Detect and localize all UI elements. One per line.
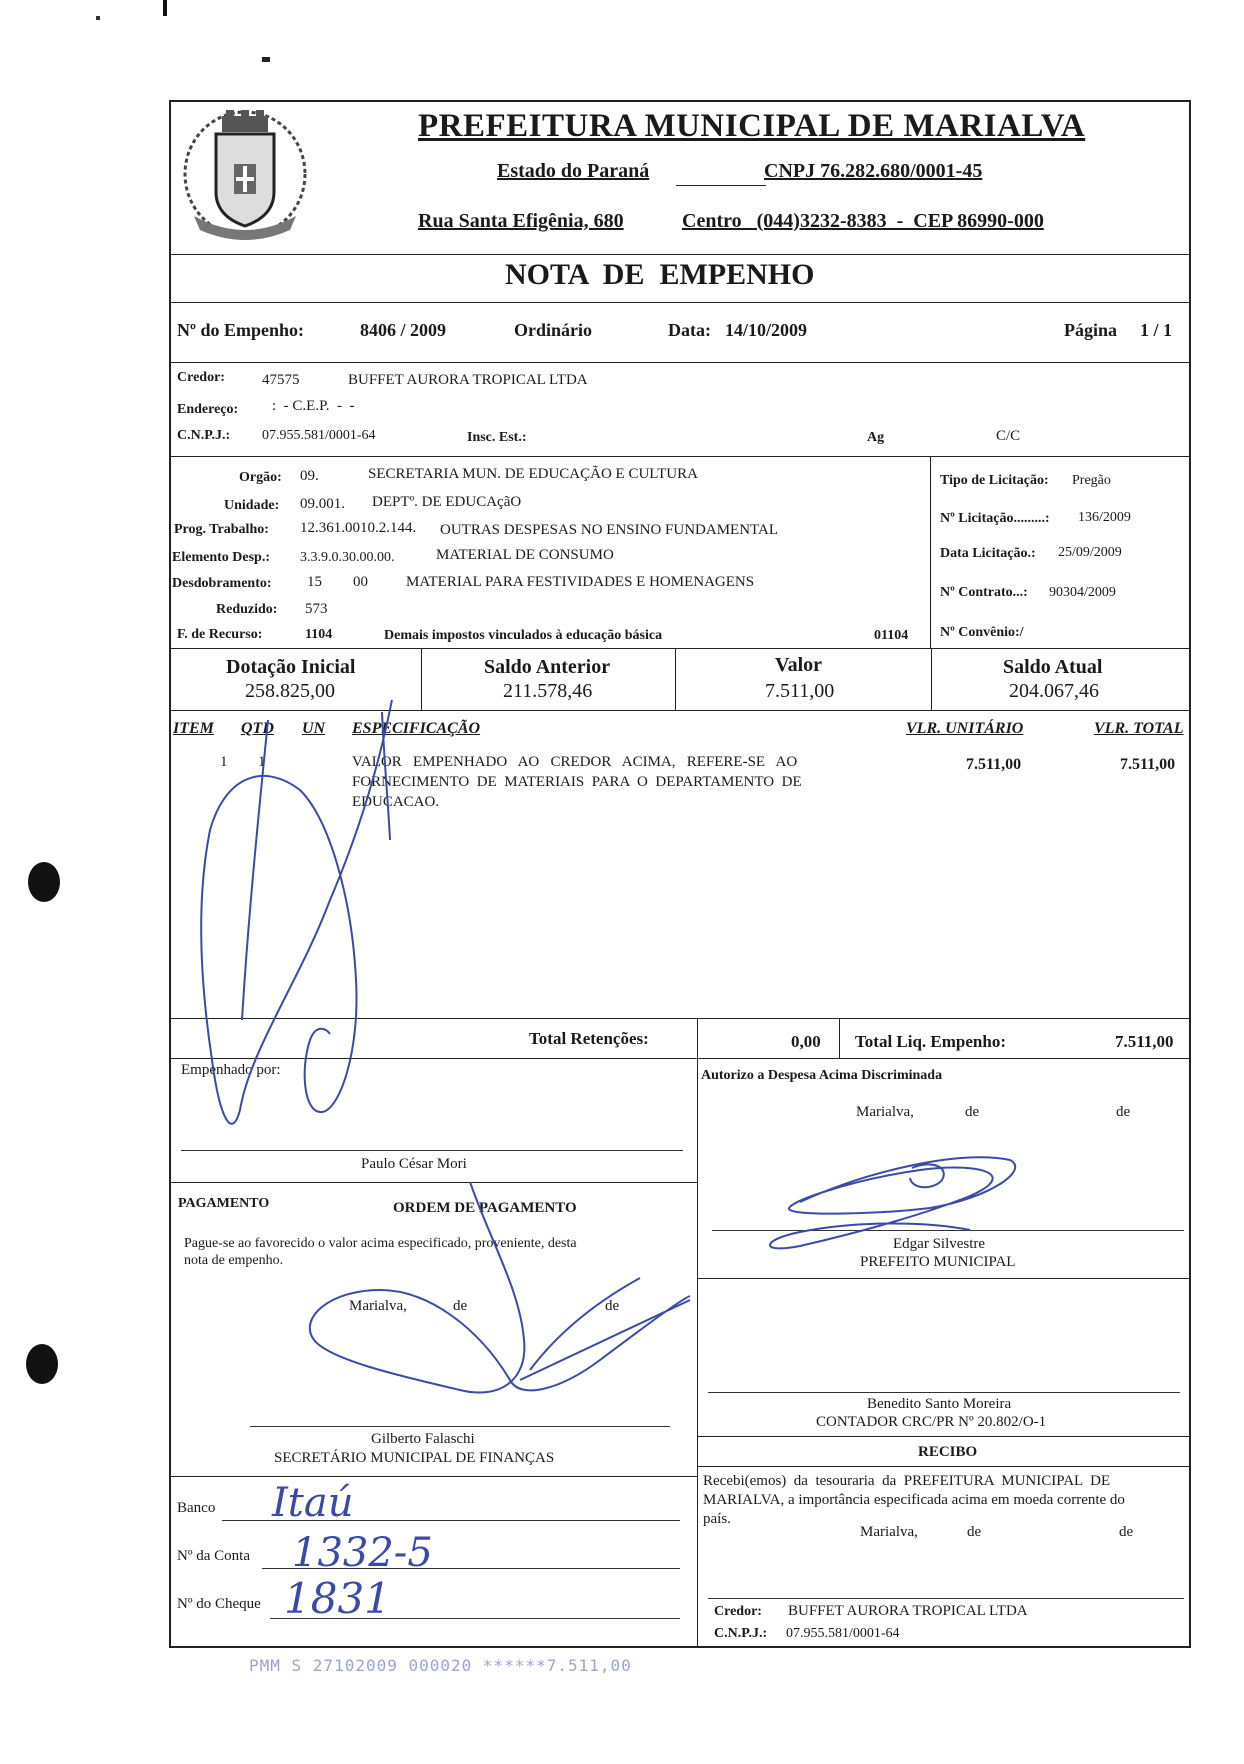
- contrato-label: Nº Contrato...:: [940, 585, 1028, 600]
- recibo-de1: de: [967, 1524, 982, 1540]
- unidade-label: Unidade:: [224, 498, 280, 513]
- divider: [169, 1018, 1191, 1019]
- divider: [169, 362, 1191, 363]
- retencoes-label: Total Retenções:: [529, 1029, 649, 1048]
- divider-vertical: [930, 456, 931, 648]
- dotacao-label: Dotação Inicial: [226, 656, 356, 678]
- autorizacao-de1: de: [965, 1104, 980, 1120]
- prefeito-cargo: PREFEITO MUNICIPAL: [860, 1254, 1016, 1270]
- scan-mark: [163, 0, 167, 16]
- orgao-code: 09.: [300, 468, 319, 484]
- item-espec-line1: VALOR EMPENHADO AO CREDOR ACIMA, REFERE-SE AO: [352, 754, 798, 770]
- dotacao-value: 258.825,00: [245, 680, 335, 702]
- scan-mark: [262, 57, 270, 62]
- coat-of-arms-seal: [174, 104, 316, 246]
- header-cnpj: CNPJ 76.282.680/0001-45: [764, 160, 983, 182]
- autorizacao-cidade: Marialva,: [856, 1104, 914, 1120]
- page-label: Página: [1064, 320, 1118, 340]
- saldo-anterior-label: Saldo Anterior: [484, 656, 611, 678]
- divider: [169, 648, 1191, 649]
- empenhado-label: Empenhado por:: [181, 1062, 281, 1078]
- payment-stamp: PMM S 27102009 000020 ******7.511,00: [249, 1656, 632, 1675]
- licitacao-num-label: Nº Licitação.........:: [940, 511, 1050, 526]
- header-underline: [676, 185, 766, 186]
- banco-label: Banco: [177, 1500, 216, 1516]
- divider-vertical: [421, 648, 422, 710]
- recibo-cidade: Marialva,: [860, 1524, 918, 1540]
- col-item: ITEM: [173, 720, 214, 737]
- banco-handwritten: Itaú: [272, 1480, 354, 1526]
- recibo-credor-label: Credor:: [714, 1604, 762, 1619]
- contrato-value: 90304/2009: [1049, 585, 1116, 600]
- desdobramento-name: MATERIAL PARA FESTIVIDADES E HOMENAGENS: [406, 574, 755, 590]
- valor-label: Valor: [775, 654, 823, 676]
- saldo-anterior-value: 211.578,46: [503, 680, 593, 702]
- pagamento-de1: de: [453, 1298, 468, 1314]
- credor-label: Credor:: [177, 370, 225, 385]
- endereco-value: : - C.E.P. - -: [272, 398, 355, 414]
- col-especificacao: ESPECIFICAÇÃO: [352, 720, 481, 737]
- divider-vertical: [839, 1018, 840, 1058]
- reduzido-label: Reduzido:: [216, 602, 278, 617]
- item-qtd: 1: [258, 754, 266, 770]
- item-number: 1: [220, 754, 228, 770]
- empenho-date-label: Data:: [668, 320, 711, 340]
- pagamento-de2: de: [605, 1298, 620, 1314]
- divider-vertical: [675, 648, 676, 710]
- divider: [169, 302, 1191, 303]
- empenho-number: 8406 / 2009: [360, 320, 447, 340]
- conta-handwritten: 1332-5: [292, 1530, 433, 1576]
- signature-line: [181, 1150, 683, 1151]
- ag-label: Ag: [867, 430, 885, 445]
- unidade-name: DEPTº. DE EDUCAçãO: [372, 494, 522, 510]
- empenho-date: 14/10/2009: [725, 320, 808, 340]
- col-un: UN: [302, 720, 326, 737]
- item-vlr-unitario: 7.511,00: [966, 756, 1022, 773]
- item-espec-line2: FORNECIMENTO DE MATERIAIS PARA O DEPARTAMENTO DE: [352, 774, 802, 790]
- recibo-texto-line3: país.: [703, 1511, 731, 1527]
- col-vlr-total: VLR. TOTAL: [1094, 720, 1184, 737]
- reduzido-value: 573: [305, 601, 328, 617]
- ordem-pagamento-label: ORDEM DE PAGAMENTO: [393, 1200, 577, 1216]
- signature-line: [250, 1426, 670, 1427]
- header-title: PREFEITURA MUNICIPAL DE MARIALVA: [418, 108, 1086, 144]
- credor-name: BUFFET AURORA TROPICAL LTDA: [348, 372, 588, 388]
- punch-hole-bottom: [26, 1344, 58, 1384]
- orgao-name: SECRETARIA MUN. DE EDUCAÇÃO E CULTURA: [368, 466, 698, 482]
- recibo-de2: de: [1119, 1524, 1134, 1540]
- contador-crc: CONTADOR CRC/PR Nº 20.802/O-1: [816, 1414, 1047, 1430]
- cheque-label: Nº do Cheque: [177, 1596, 261, 1612]
- divider: [169, 1182, 697, 1183]
- conta-label: Nº da Conta: [177, 1548, 250, 1564]
- elemento-name: MATERIAL DE CONSUMO: [436, 547, 614, 563]
- endereco-label: Endereço:: [177, 402, 239, 417]
- orgao-label: Orgão:: [239, 470, 282, 485]
- item-espec-line3: EDUCACAO.: [352, 794, 440, 810]
- punch-hole-top: [28, 862, 60, 902]
- cnpj-label: C.N.P.J.:: [177, 428, 231, 443]
- recurso-code: 1104: [305, 627, 333, 642]
- valor-value: 7.511,00: [765, 680, 835, 702]
- signature-line: [708, 1598, 1184, 1599]
- scan-mark: [96, 16, 100, 20]
- cheque-handwritten: 1831: [284, 1574, 391, 1623]
- recurso-name: Demais impostos vinculados à educação básica: [384, 628, 663, 643]
- divider-vertical: [697, 1018, 698, 1058]
- header-contact: Centro (044)3232-8383 - CEP 86990-000: [682, 210, 1044, 232]
- header-state: Estado do Paraná: [497, 160, 650, 182]
- col-qtd: QTD: [241, 720, 274, 737]
- page-number: 1 / 1: [1140, 320, 1173, 340]
- pagamento-cidade: Marialva,: [349, 1298, 407, 1314]
- recurso-code2: 01104: [874, 628, 909, 643]
- divider: [169, 710, 1191, 711]
- empenhado-nome: Paulo César Mori: [361, 1156, 467, 1172]
- secretario-cargo: SECRETÁRIO MUNICIPAL DE FINANÇAS: [274, 1450, 555, 1466]
- cnpj-value: 07.955.581/0001-64: [262, 428, 376, 443]
- prog-label: Prog. Trabalho:: [174, 522, 269, 537]
- divider: [697, 1436, 1191, 1437]
- pagamento-texto-line1: Pague-se ao favorecido o valor acima especificado, proveniente, desta: [184, 1236, 577, 1251]
- insc-est-label: Insc. Est.:: [467, 430, 527, 445]
- divider-vertical: [931, 648, 932, 710]
- convenio-label: Nº Convênio:/: [940, 625, 1024, 640]
- prefeito-nome: Edgar Silvestre: [893, 1236, 986, 1252]
- empenho-number-label: Nº do Empenho:: [177, 320, 304, 340]
- licitacao-data-label: Data Licitação.:: [940, 546, 1036, 561]
- liquido-label: Total Liq. Empenho:: [855, 1032, 1006, 1051]
- divider: [697, 1278, 1191, 1279]
- col-vlr-unitario: VLR. UNITÁRIO: [906, 720, 1024, 737]
- recibo-cnpj-label: C.N.P.J.:: [714, 1626, 768, 1641]
- licitacao-data: 25/09/2009: [1058, 545, 1122, 560]
- recibo-label: RECIBO: [918, 1444, 978, 1460]
- contador-nome: Benedito Santo Moreira: [867, 1396, 1012, 1412]
- licitacao-tipo: Pregão: [1072, 473, 1111, 488]
- pagamento-label: PAGAMENTO: [178, 1196, 270, 1211]
- saldo-atual-value: 204.067,46: [1009, 680, 1099, 702]
- recurso-label: F. de Recurso:: [177, 627, 263, 642]
- empenho-type: Ordinário: [514, 320, 593, 340]
- recibo-cnpj: 07.955.581/0001-64: [786, 1626, 900, 1641]
- prog-code: 12.361.0010.2.144.: [300, 520, 417, 536]
- autorizacao-label: Autorizo a Despesa Acima Discriminada: [701, 1068, 943, 1083]
- desdobramento-label: Desdobramento:: [172, 576, 272, 591]
- item-vlr-total: 7.511,00: [1120, 756, 1176, 773]
- desdobramento-code2: 00: [353, 574, 368, 590]
- cc-label: C/C: [996, 428, 1021, 444]
- unidade-code: 09.001.: [300, 496, 345, 512]
- elemento-label: Elemento Desp.:: [172, 550, 270, 565]
- recibo-texto-line2: MARIALVA, a importância especificada acima em moeda corrente do: [703, 1492, 1125, 1508]
- licitacao-num: 136/2009: [1078, 510, 1131, 525]
- signature-line: [712, 1230, 1184, 1231]
- saldo-atual-label: Saldo Atual: [1003, 656, 1103, 678]
- secretario-nome: Gilberto Falaschi: [371, 1431, 475, 1447]
- divider: [169, 1476, 697, 1477]
- autorizacao-de2: de: [1116, 1104, 1131, 1120]
- divider: [169, 456, 1191, 457]
- divider: [169, 254, 1191, 255]
- recibo-credor: BUFFET AURORA TROPICAL LTDA: [788, 1603, 1028, 1619]
- retencoes-value: 0,00: [791, 1032, 821, 1051]
- signature-line: [708, 1392, 1180, 1393]
- credor-code: 47575: [262, 372, 300, 388]
- liquido-value: 7.511,00: [1115, 1032, 1174, 1051]
- prog-name: OUTRAS DESPESAS NO ENSINO FUNDAMENTAL: [440, 522, 778, 538]
- divider: [169, 1058, 1191, 1059]
- elemento-code: 3.3.9.0.30.00.00.: [300, 550, 395, 565]
- divider: [697, 1466, 1191, 1467]
- pagamento-texto-line2: nota de empenho.: [184, 1253, 284, 1268]
- divider-vertical: [697, 1058, 698, 1648]
- header-address: Rua Santa Efigênia, 680: [418, 210, 624, 232]
- desdobramento-code1: 15: [307, 574, 322, 590]
- doc-title: NOTA DE EMPENHO: [505, 258, 815, 291]
- licitacao-tipo-label: Tipo de Licitação:: [940, 473, 1049, 488]
- recibo-texto-line1: Recebi(emos) da tesouraria da PREFEITURA MUNICIPAL DE: [703, 1473, 1111, 1489]
